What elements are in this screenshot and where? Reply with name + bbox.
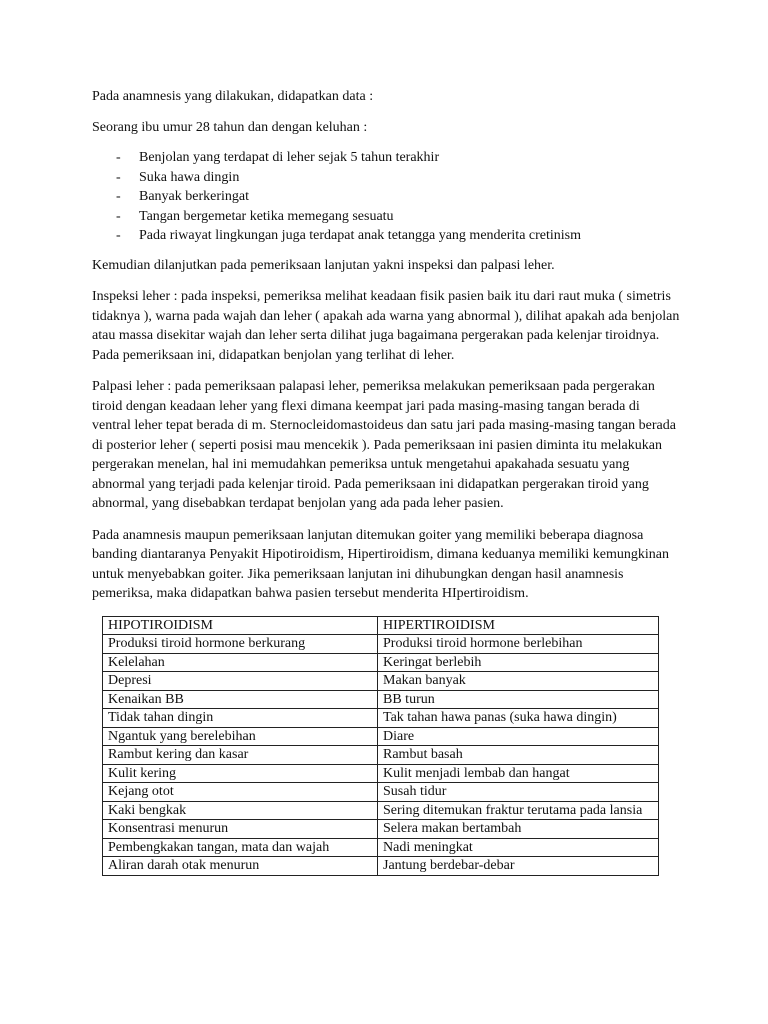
list-item-text: Tangan bergemetar ketika memegang sesuatu xyxy=(139,208,394,224)
list-item-text: Benjolan yang terdapat di leher sejak 5 tahun terakhir xyxy=(139,150,440,165)
cell-hipotiroidism: Rambut kering dan kasar xyxy=(103,746,378,765)
cell-hipertiroidism: Nadi meningkat xyxy=(378,838,659,857)
complaint-list xyxy=(92,148,682,246)
table-header-row xyxy=(103,616,659,635)
table-row xyxy=(103,727,659,746)
cell-hipotiroidism: Kaki bengkak xyxy=(103,801,378,820)
document-page xyxy=(92,87,682,876)
table-row xyxy=(103,820,659,839)
table-row xyxy=(103,672,659,691)
table-row xyxy=(103,857,659,876)
cell-hipotiroidism: Produksi tiroid hormone berkurang xyxy=(103,635,378,654)
bullet-dash: - xyxy=(116,169,121,185)
intro-line-2: Seorang ibu umur 28 tahun dan dengan keluhan : xyxy=(92,119,368,135)
cell-hipotiroidism: Ngantuk yang berelebihan xyxy=(103,727,378,746)
cell-hipertiroidism: Jantung berdebar-debar xyxy=(378,857,659,876)
table-row xyxy=(103,709,659,728)
cell-hipotiroidism: Kelelahan xyxy=(103,653,378,672)
paragraph-diagnosis: Pada anamnesis maupun pemeriksaan lanjutan ditemukan goiter yang memiliki beberapa diagnosa banding diantaranya Penyakit Hipotiroidism, Hipertiroidism, dimana keduanya memiliki kemungkinan untuk menyebabkan goiter. Jika pemeriksaan lanjutan ini dihubungkan dengan hasil anamnesis pemeriksa, maka didapatkan bahwa pasien tersebut menderita HIpertiroidism. xyxy=(92,527,669,601)
cell-hipotiroidism: Kenaikan BB xyxy=(103,690,378,709)
table-row xyxy=(103,746,659,765)
comparison-table xyxy=(102,616,659,876)
cell-hipertiroidism: Rambut basah xyxy=(378,746,659,765)
cell-hipertiroidism: Sering ditemukan fraktur terutama pada lansia xyxy=(378,801,659,820)
table-row xyxy=(103,783,659,802)
cell-hipertiroidism: Diare xyxy=(378,727,659,746)
table-row xyxy=(103,764,659,783)
cell-hipertiroidism: Produksi tiroid hormone berlebihan xyxy=(378,635,659,654)
list-item-text: Suka hawa dingin xyxy=(139,169,240,185)
header-hipotiroidism: HIPOTIROIDISM xyxy=(103,616,378,635)
paragraph-inspeksi: Inspeksi leher : pada inspeksi, pemeriksa melihat keadaan fisik pasien baik itu dari raut muka ( simetris tidaknya ), warna pada wajah dan leher ( apakah ada warna yang abnormal ), dilihat apakah ada benjolan atau massa disekitar wajah dan leher serta dilihat juga bagaimana pergerakan pada kelenjar tiroidnya. Pada pemeriksaan ini, didapatkan benjolan yang terlihat di leher. xyxy=(92,289,680,363)
list-item xyxy=(92,148,682,168)
intro-line-1: Pada anamnesis yang dilakukan, didapatkan data : xyxy=(92,89,374,104)
cell-hipertiroidism: Keringat berlebih xyxy=(378,653,659,672)
table-row xyxy=(103,653,659,672)
cell-hipotiroidism: Kulit kering xyxy=(103,764,378,783)
list-item xyxy=(92,168,682,188)
header-hipertiroidism: HIPERTIROIDISM xyxy=(378,616,659,635)
list-item-text: Banyak berkeringat xyxy=(139,189,250,204)
cell-hipotiroidism: Konsentrasi menurun xyxy=(103,820,378,839)
table-row xyxy=(103,690,659,709)
list-item xyxy=(92,187,682,207)
cell-hipotiroidism: Depresi xyxy=(103,672,378,691)
table-row xyxy=(103,635,659,654)
table-row xyxy=(103,838,659,857)
paragraph-followup: Kemudian dilanjutkan pada pemeriksaan lanjutan yakni inspeksi dan palpasi leher. xyxy=(92,257,555,273)
list-item xyxy=(92,207,682,227)
cell-hipertiroidism: Makan banyak xyxy=(378,672,659,691)
cell-hipotiroidism: Aliran darah otak menurun xyxy=(103,857,378,876)
table-row xyxy=(103,801,659,820)
bullet-dash: - xyxy=(116,189,121,204)
cell-hipotiroidism: Tidak tahan dingin xyxy=(103,709,378,728)
bullet-dash: - xyxy=(116,208,121,224)
cell-hipertiroidism: Tak tahan hawa panas (suka hawa dingin) xyxy=(378,709,659,728)
cell-hipotiroidism: Pembengkakan tangan, mata dan wajah xyxy=(103,838,378,857)
cell-hipotiroidism: Kejang otot xyxy=(103,783,378,802)
bullet-dash: - xyxy=(116,150,121,165)
cell-hipertiroidism: Susah tidur xyxy=(378,783,659,802)
list-item-text: Pada riwayat lingkungan juga terdapat anak tetangga yang menderita cretinism xyxy=(139,228,582,243)
list-item xyxy=(92,226,682,246)
paragraph-palpasi: Palpasi leher : pada pemeriksaan palapasi leher, pemeriksa melakukan pemeriksaan pada pergerakan tiroid dengan keadaan leher yang flexi dimana keempat jari pada masing-masing tangan berada di ventral leher tepat berada di m. Sternocleidomastoideus dan satu jari pada masing-masing tangan berada di posterior leher ( seperti posisi mau mencekik ). Pada pemeriksaan ini pasien diminta itu melakukan pergerakan menelan, hal ini memudahkan pemeriksa untuk mengetahui apakahada sesuatu yang abnormal yang terjadi pada kelenjar tiroid. Pada pemeriksaan ini didapatkan pergerakan tiroid yang abnormal, yang disebabkan terdapat benjolan yang ada pada leher pasien. xyxy=(92,379,676,511)
cell-hipertiroidism: Selera makan bertambah xyxy=(378,820,659,839)
cell-hipertiroidism: BB turun xyxy=(378,690,659,709)
bullet-dash: - xyxy=(116,228,121,243)
cell-hipertiroidism: Kulit menjadi lembab dan hangat xyxy=(378,764,659,783)
